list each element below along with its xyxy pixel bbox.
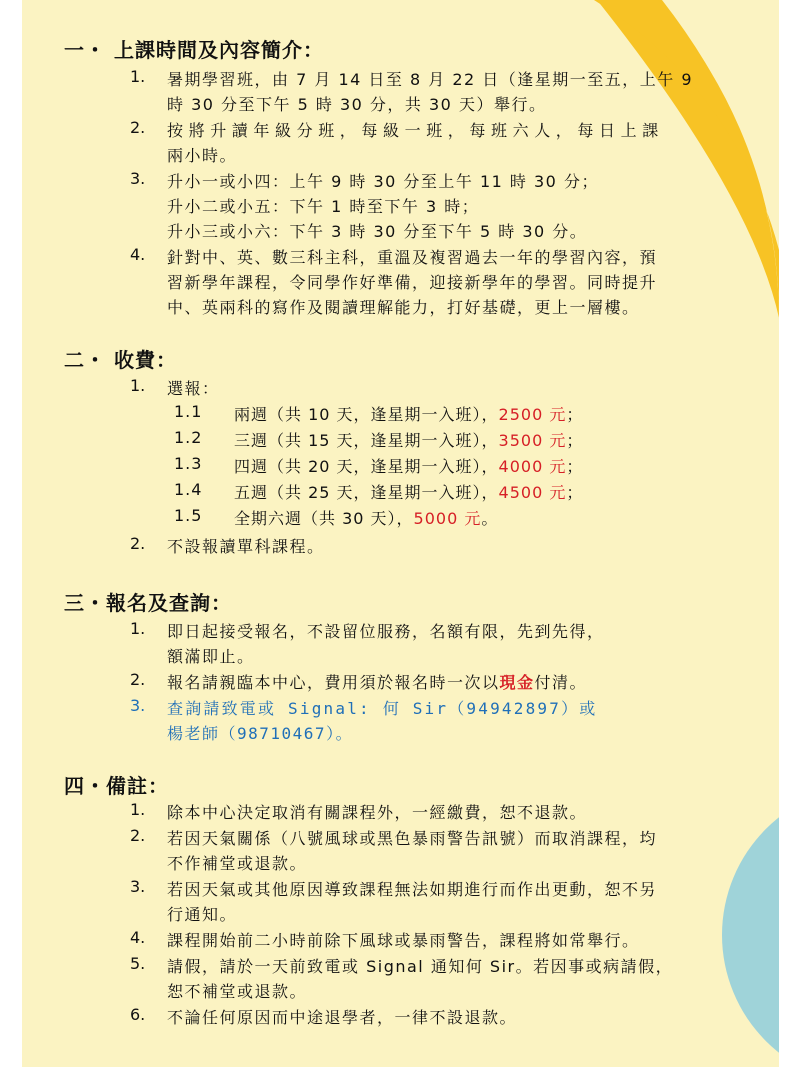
fee-row-5 — [234, 506, 498, 529]
fee-desc-1: 兩週（共 10 天，逢星期一入班）， — [234, 405, 499, 424]
s1-item3-line2: 升小二或小五：下午 1 時至下午 3 時； — [167, 197, 480, 216]
s4-item1-num: 1. — [130, 800, 146, 819]
s4-item2-line1: 若因天氣關係（八號風球或黑色暴雨警告訊號）而取消課程，均 — [167, 829, 658, 848]
section2-heading: 二・ 收費： — [64, 348, 177, 372]
s4-item4-line1: 課程開始前二小時前除下風球或暴雨警告，課程將如常舉行。 — [167, 931, 640, 950]
fee-num-4: 1.4 — [174, 480, 203, 499]
fee-num-2: 1.2 — [174, 428, 203, 447]
s1-item2-num: 2. — [130, 118, 146, 137]
s4-item2-line2: 不作補堂或退款。 — [167, 854, 308, 873]
fee-desc-4: 五週（共 25 天，逢星期一入班）， — [234, 483, 499, 502]
s3-item3-num: 3. — [130, 696, 146, 715]
section4-heading: 四・備註： — [64, 774, 169, 798]
s4-item6-num: 6. — [130, 1005, 146, 1024]
fee-row-2 — [234, 428, 583, 451]
fee-row-1 — [234, 402, 583, 425]
s3-contact-line1: 查詢請致電或 Signal: 何 Sir（94942897）或 — [167, 699, 598, 718]
fee-num-3: 1.3 — [174, 454, 203, 473]
fee-price-5: 5000 元 — [413, 509, 482, 528]
fee-desc-5: 全期六週（共 30 天）， — [234, 509, 414, 528]
s4-item3-line1: 若因天氣或其他原因導致課程無法如期進行而作出更動，恕不另 — [167, 880, 658, 899]
fee-price-1: 2500 元 — [498, 405, 567, 424]
s3-item1-line1: 即日起接受報名，不設留位服務，名額有限，先到先得， — [167, 622, 605, 641]
fee-price-4: 4500 元 — [498, 483, 567, 502]
fee-row-3 — [234, 454, 583, 477]
s1-item2-line2: 兩小時。 — [167, 146, 238, 165]
fee-desc-2: 三週（共 15 天，逢星期一入班）， — [234, 431, 499, 450]
s3-item2-cash: 現金 — [499, 673, 535, 692]
s4-item2-num: 2. — [130, 826, 146, 845]
s4-item3-num: 3. — [130, 877, 146, 896]
fee-price-2: 3500 元 — [498, 431, 567, 450]
fee-end-4: ； — [566, 483, 584, 502]
s3-item1-num: 1. — [130, 619, 146, 638]
fee-end-1: ； — [566, 405, 584, 424]
s2-item1-label: 選報： — [167, 379, 220, 398]
fee-num-5: 1.5 — [174, 506, 203, 525]
fee-desc-3: 四週（共 20 天，逢星期一入班）， — [234, 457, 499, 476]
s1-item2-line1: 按將升讀年級分班，每級一班，每班六人，每日上課 — [167, 121, 664, 140]
fee-end-3: ； — [566, 457, 584, 476]
s2-item1-num: 1. — [130, 376, 146, 395]
s1-item1-line2: 時 30 分至下午 5 時 30 分，共 30 天）舉行。 — [167, 95, 547, 114]
s1-item1-line1: 暑期學習班，由 7 月 14 日至 8 月 22 日（逢星期一至五，上午 9 — [167, 70, 694, 89]
s3-item2-post: 付清。 — [534, 673, 588, 692]
s1-item3-line1: 升小一或小四：上午 9 時 30 分至上午 11 時 30 分； — [167, 172, 599, 191]
fee-end-2: ； — [566, 431, 584, 450]
s1-item3-num: 3. — [130, 169, 146, 188]
s4-item5-line2: 恕不補堂或退款。 — [167, 982, 308, 1001]
content — [22, 0, 779, 1067]
s2-item2-num: 2. — [130, 534, 146, 553]
s4-item4-num: 4. — [130, 928, 146, 947]
s3-item1-line2: 額滿即止。 — [167, 647, 255, 666]
s4-item6-line1: 不論任何原因而中途退學者，一律不設退款。 — [167, 1008, 518, 1027]
s4-item5-line1: 請假，請於一天前致電或 Signal 通知何 Sir。若因事或病請假， — [167, 957, 674, 976]
fee-row-4 — [234, 480, 583, 503]
s1-item3-line3: 升小三或小六：下午 3 時 30 分至下午 5 時 30 分。 — [167, 222, 588, 241]
s3-contact-line2: 楊老師（98710467）。 — [167, 724, 354, 743]
fee-end-5: 。 — [481, 509, 499, 528]
s3-item2-num: 2. — [130, 670, 146, 689]
s3-item2-line — [167, 670, 587, 693]
s1-item4-line3: 中、英兩科的寫作及閱讀理解能力，打好基礎，更上一層樓。 — [167, 298, 640, 317]
s4-item5-num: 5. — [130, 954, 146, 973]
s1-item4-num: 4. — [130, 245, 146, 264]
document-page — [22, 0, 779, 1067]
fee-price-3: 4000 元 — [498, 457, 567, 476]
s2-item2-text: 不設報讀單科課程。 — [167, 537, 325, 556]
fee-num-1: 1.1 — [174, 402, 203, 421]
section1-heading: 一・ 上課時間及內容簡介： — [64, 38, 324, 62]
s3-item2-pre: 報名請親臨本中心，費用須於報名時一次以 — [167, 673, 500, 692]
s1-item1-num: 1. — [130, 67, 146, 86]
s1-item4-line2: 習新學年課程，令同學作好準備，迎接新學年的學習。同時提升 — [167, 273, 658, 292]
section3-heading: 三・報名及查詢： — [64, 591, 232, 615]
s4-item1-line1: 除本中心決定取消有關課程外，一經繳費，恕不退款。 — [167, 803, 588, 822]
s1-item4-line1: 針對中、英、數三科主科，重溫及複習過去一年的學習內容，預 — [167, 248, 658, 267]
s4-item3-line2: 行通知。 — [167, 905, 238, 924]
